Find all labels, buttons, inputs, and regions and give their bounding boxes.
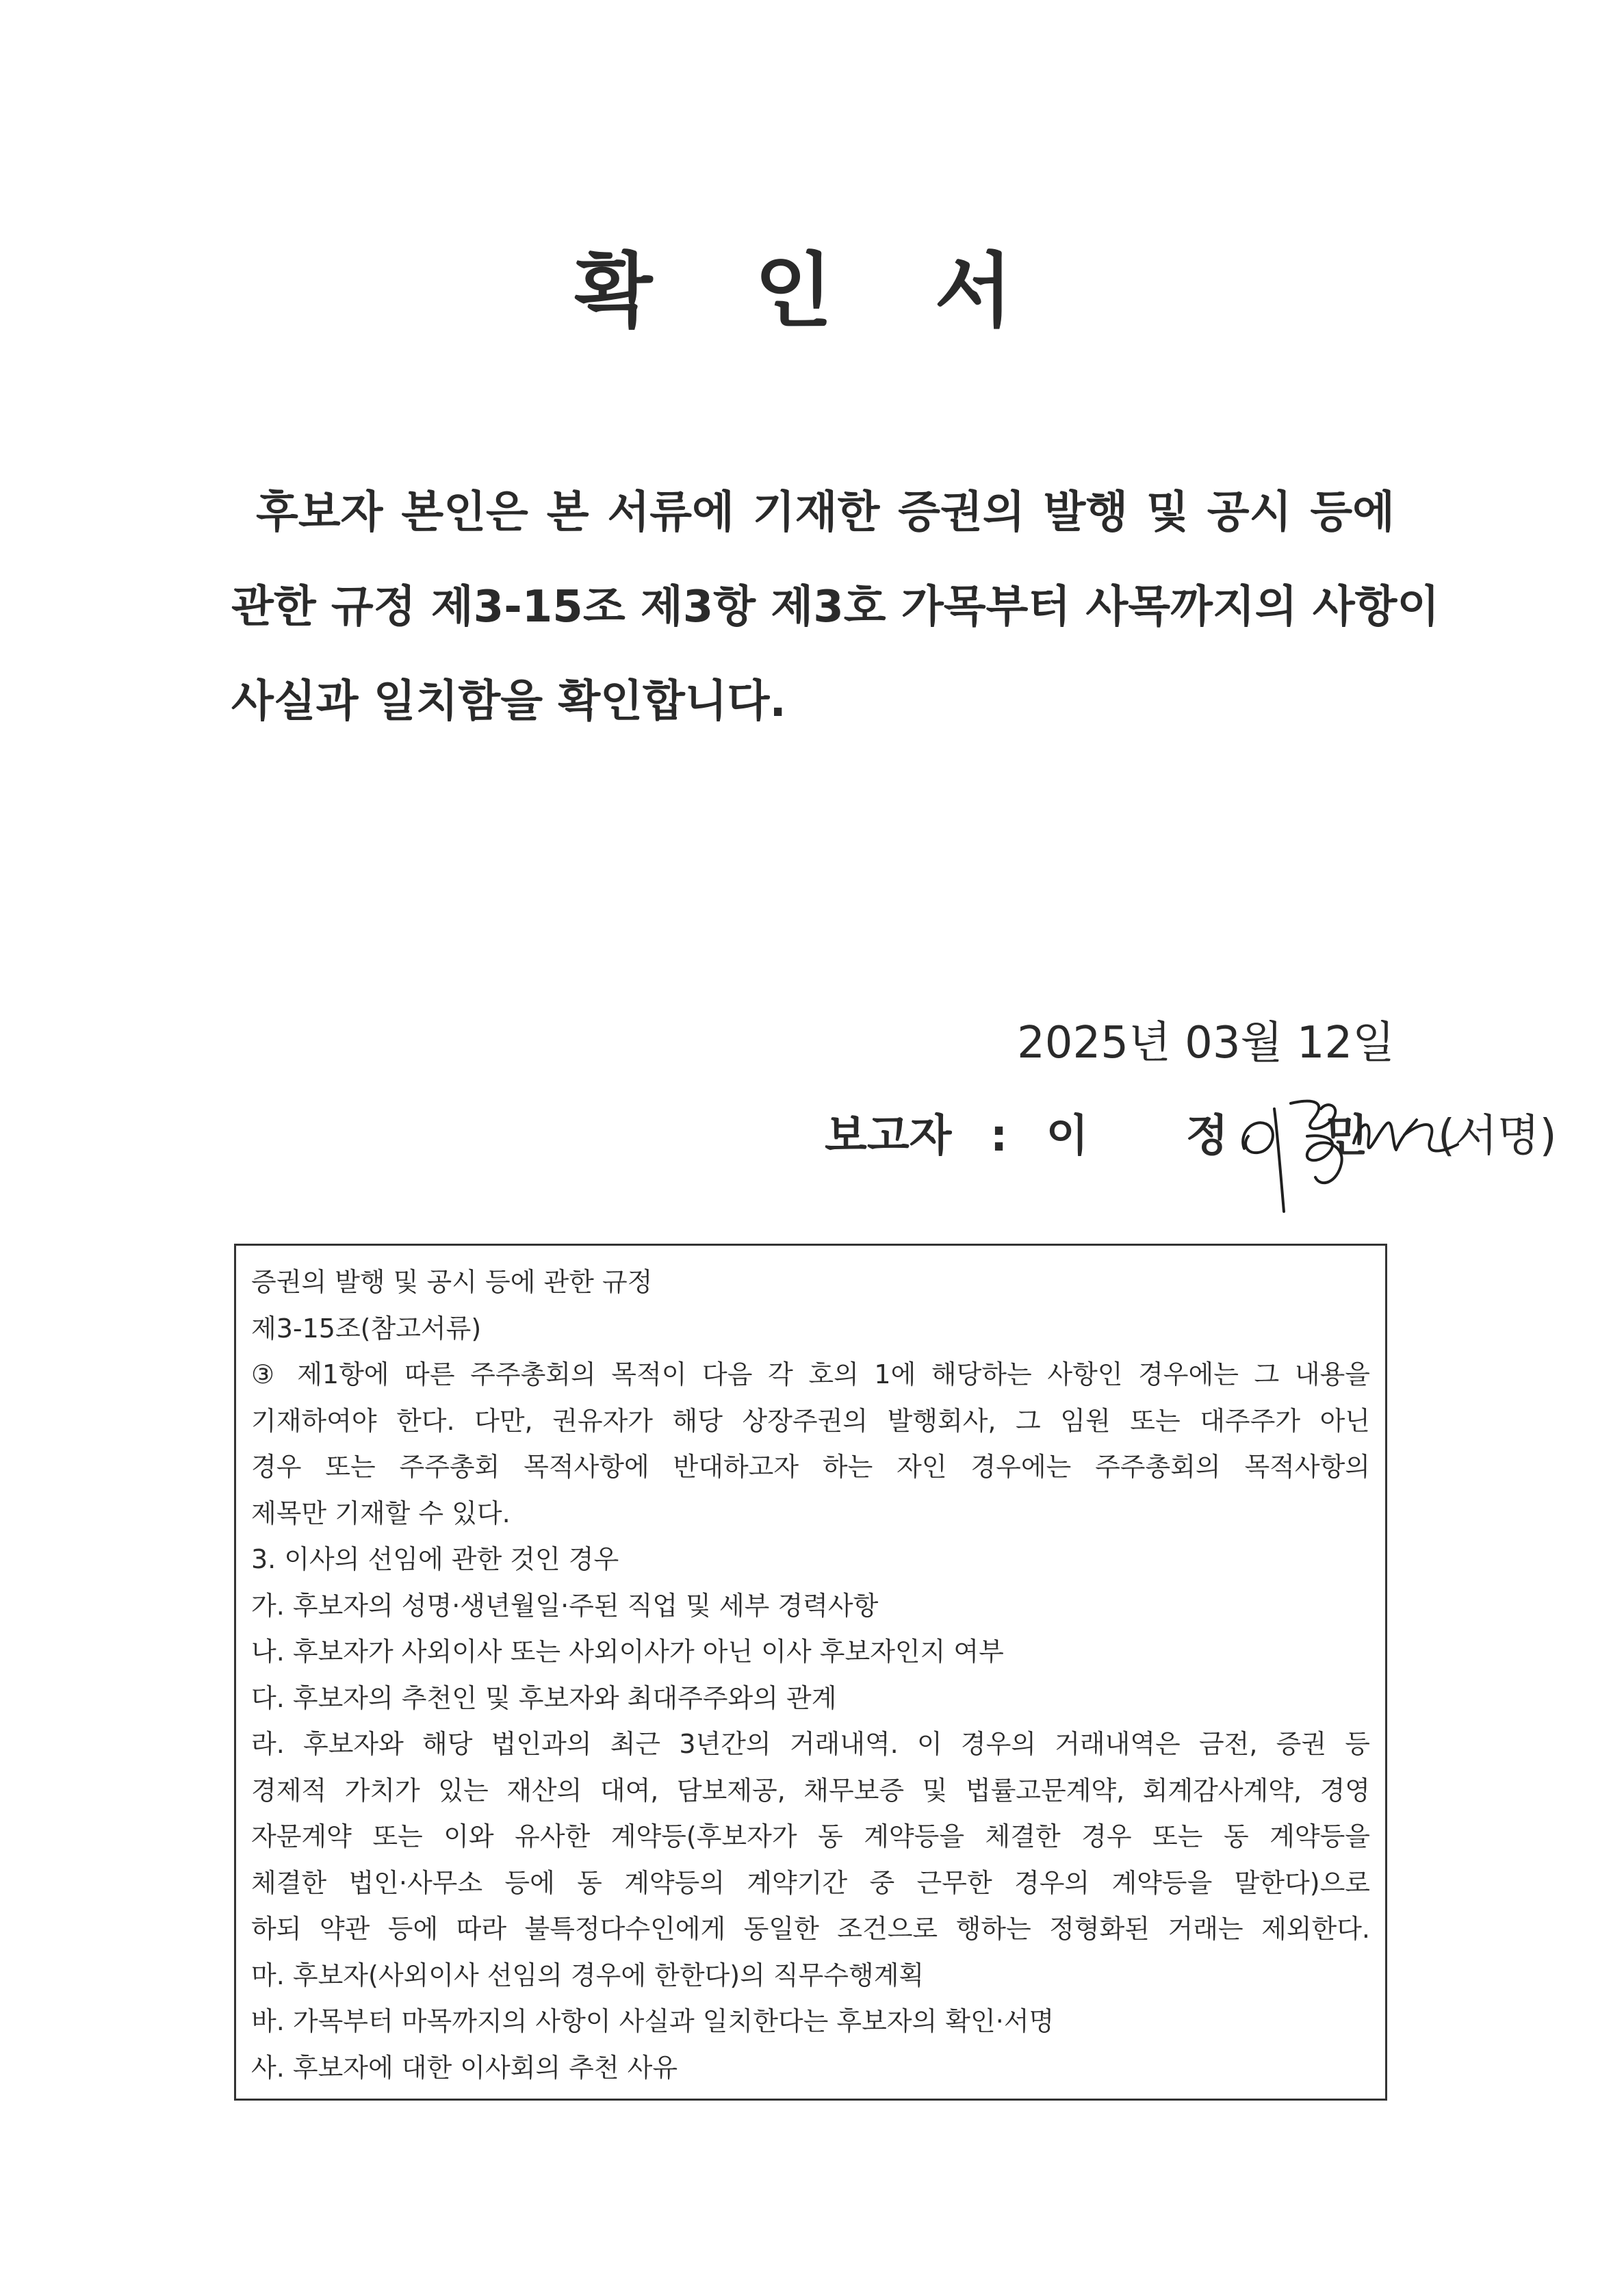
handwritten-signature [1225,1068,1471,1225]
reporter-label: 보고자 [825,1111,952,1162]
document-title: 확 인 서 [574,244,1050,338]
item-ba: 바. 가목부터 마목까지의 사항이 사실과 일치한다는 후보자의 확인·서명 [251,2006,1055,2036]
signature-seal-label: (서명) [1437,1111,1557,1162]
item-na: 나. 후보자가 사외이사 또는 사외이사가 아닌 이사 후보자인지 여부 [251,1637,1004,1667]
item-ra-line: 경제적 가치가 있는 재산의 대여, 담보제공, 채무보증 및 법률고문계약, 회계감사계약, 경영 [251,1775,1370,1806]
statement-line-1: 후보자 본인은 본 서류에 기재한 증권의 발행 및 공시 등에 [256,487,1395,538]
paragraph-line: 경우 또는 주주총회 목적사항에 반대하고자 하는 자인 경우에는 주주총회의 목적사항의 [251,1452,1370,1482]
regulation-heading: 증권의 발행 및 공시 등에 관한 규정 [251,1267,653,1297]
reporter-name: 이 정 민 [1046,1111,1409,1162]
item-3: 3. 이사의 선임에 관한 것인 경우 [251,1544,619,1574]
paragraph-line: ③ 제1항에 따른 주주총회의 목적이 다음 각 호의 1에 해당하는 사항인 경우에는 그 내용을 [251,1359,1370,1389]
statement-line-2: 관한 규정 제3-15조 제3항 제3호 가목부터 사목까지의 사항이 [231,582,1440,632]
regulation-article: 제3-15조(참고서류) [251,1313,482,1344]
reporter-colon: : [990,1111,1008,1162]
item-sa: 사. 후보자에 대한 이사회의 추천 사유 [251,2052,678,2083]
confirmation-statement [231,465,1440,749]
item-ga: 가. 후보자의 성명·생년월일·주된 직업 및 세부 경력사항 [251,1590,879,1621]
item-ra-line: 체결한 법인·사무소 등에 동 계약등의 계약기간 중 근무한 경우의 계약등을 말한다)으로 [251,1867,1370,1898]
item-ra-line: 라. 후보자와 해당 법인과의 최근 3년간의 거래내역. 이 경우의 거래내역은 금전, 증권 등 [251,1729,1370,1759]
item-da: 다. 후보자의 추천인 및 후보자와 최대주주와의 관계 [251,1682,837,1713]
reference-regulation-box [234,1244,1387,2101]
document-date: 2025년 03월 12일 [1017,1018,1395,1068]
statement-line-3: 사실과 일치함을 확인합니다. [231,676,786,727]
paragraph-line: 기재하여야 한다. 다만, 권유자가 해당 상장주권의 발행회사, 그 임원 또는 대주주가 아닌 [251,1405,1370,1436]
item-ra-line: 하되 약관 등에 따라 불특정다수인에게 동일한 조건으로 행하는 정형화된 거래는 제외한다. [251,1914,1370,1944]
paragraph-line: 제목만 기재할 수 있다. [251,1498,511,1528]
item-ma: 마. 후보자(사외이사 선임의 경우에 한한다)의 직무수행계획 [251,1960,925,1990]
item-ra-line: 자문계약 또는 이와 유사한 계약등(후보자가 동 계약등을 체결한 경우 또는 동 계약등을 [251,1821,1370,1851]
